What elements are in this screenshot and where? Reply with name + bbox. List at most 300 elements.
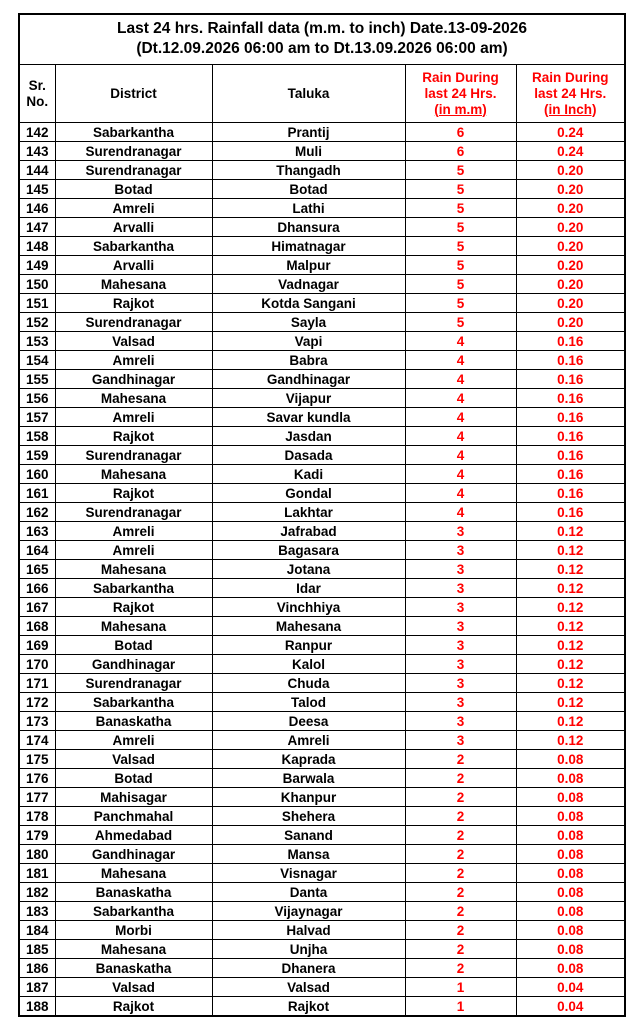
cell-rain-inch: 0.20: [516, 199, 624, 218]
cell-taluka: Talod: [212, 693, 405, 712]
cell-rain-mm: 5: [405, 294, 516, 313]
cell-sr-no: 158: [20, 427, 55, 446]
cell-taluka: Jasdan: [212, 427, 405, 446]
cell-rain-inch: 0.08: [516, 864, 624, 883]
table-row: [20, 826, 624, 845]
table-row: [20, 598, 624, 617]
cell-taluka: Muli: [212, 142, 405, 161]
report-title: [20, 15, 624, 65]
table-row: [20, 579, 624, 598]
cell-district: Mahesana: [55, 465, 212, 484]
table-body: [20, 123, 624, 1016]
cell-district: Mahisagar: [55, 788, 212, 807]
cell-rain-mm: 2: [405, 883, 516, 902]
cell-taluka: Sayla: [212, 313, 405, 332]
cell-taluka: Vinchhiya: [212, 598, 405, 617]
cell-sr-no: 178: [20, 807, 55, 826]
cell-sr-no: 179: [20, 826, 55, 845]
cell-sr-no: 166: [20, 579, 55, 598]
table-row: [20, 655, 624, 674]
cell-taluka: Malpur: [212, 256, 405, 275]
cell-rain-inch: 0.12: [516, 579, 624, 598]
table-row: [20, 503, 624, 522]
cell-district: Panchmahal: [55, 807, 212, 826]
cell-rain-mm: 1: [405, 997, 516, 1016]
cell-rain-inch: 0.12: [516, 541, 624, 560]
table-row: [20, 883, 624, 902]
cell-rain-inch: 0.20: [516, 256, 624, 275]
cell-taluka: Gandhinagar: [212, 370, 405, 389]
cell-district: Botad: [55, 769, 212, 788]
cell-rain-inch: 0.16: [516, 503, 624, 522]
cell-taluka: Shehera: [212, 807, 405, 826]
table-row: [20, 484, 624, 503]
cell-district: Mahesana: [55, 940, 212, 959]
table-row: [20, 123, 624, 142]
cell-sr-no: 171: [20, 674, 55, 693]
cell-taluka: Thangadh: [212, 161, 405, 180]
cell-taluka: Halvad: [212, 921, 405, 940]
cell-sr-no: 162: [20, 503, 55, 522]
header-rain-mm-line1: Rain During: [422, 69, 499, 85]
cell-rain-inch: 0.12: [516, 731, 624, 750]
cell-rain-mm: 4: [405, 351, 516, 370]
table-row: [20, 560, 624, 579]
cell-district: Amreli: [55, 541, 212, 560]
cell-taluka: Lakhtar: [212, 503, 405, 522]
cell-taluka: Unjha: [212, 940, 405, 959]
cell-sr-no: 175: [20, 750, 55, 769]
cell-taluka: Jotana: [212, 560, 405, 579]
cell-sr-no: 182: [20, 883, 55, 902]
cell-rain-inch: 0.20: [516, 275, 624, 294]
cell-rain-mm: 3: [405, 674, 516, 693]
cell-district: Amreli: [55, 351, 212, 370]
cell-district: Amreli: [55, 199, 212, 218]
cell-rain-inch: 0.08: [516, 826, 624, 845]
cell-rain-inch: 0.16: [516, 389, 624, 408]
cell-rain-inch: 0.24: [516, 142, 624, 161]
cell-taluka: Bagasara: [212, 541, 405, 560]
cell-taluka: Babra: [212, 351, 405, 370]
cell-taluka: Rajkot: [212, 997, 405, 1016]
cell-taluka: Kotda Sangani: [212, 294, 405, 313]
cell-rain-mm: 5: [405, 199, 516, 218]
cell-sr-no: 145: [20, 180, 55, 199]
cell-sr-no: 176: [20, 769, 55, 788]
table-row: [20, 237, 624, 256]
cell-rain-inch: 0.08: [516, 959, 624, 978]
header-taluka: Taluka: [212, 65, 405, 123]
cell-rain-inch: 0.20: [516, 218, 624, 237]
cell-rain-inch: 0.12: [516, 674, 624, 693]
cell-district: Gandhinagar: [55, 655, 212, 674]
table-row: [20, 940, 624, 959]
cell-taluka: Vijaynagar: [212, 902, 405, 921]
cell-rain-mm: 6: [405, 123, 516, 142]
cell-sr-no: 154: [20, 351, 55, 370]
cell-rain-mm: 3: [405, 693, 516, 712]
table-row: [20, 313, 624, 332]
cell-taluka: Kadi: [212, 465, 405, 484]
cell-district: Sabarkantha: [55, 579, 212, 598]
cell-rain-mm: 4: [405, 332, 516, 351]
rainfall-report-sheet: [18, 13, 626, 1017]
cell-rain-mm: 4: [405, 408, 516, 427]
table-row: [20, 541, 624, 560]
table-row: [20, 997, 624, 1016]
cell-district: Rajkot: [55, 598, 212, 617]
cell-rain-mm: 3: [405, 579, 516, 598]
cell-district: Botad: [55, 636, 212, 655]
cell-taluka: Vijapur: [212, 389, 405, 408]
cell-taluka: Mahesana: [212, 617, 405, 636]
header-rain-mm-line3: (in m.m): [434, 101, 487, 117]
cell-taluka: Himatnagar: [212, 237, 405, 256]
cell-taluka: Dhanera: [212, 959, 405, 978]
cell-rain-inch: 0.16: [516, 332, 624, 351]
cell-sr-no: 177: [20, 788, 55, 807]
cell-rain-inch: 0.12: [516, 617, 624, 636]
table-row: [20, 522, 624, 541]
cell-rain-inch: 0.08: [516, 750, 624, 769]
cell-district: Morbi: [55, 921, 212, 940]
cell-rain-inch: 0.08: [516, 921, 624, 940]
cell-district: Amreli: [55, 408, 212, 427]
header-rain-inch-line2: last 24 Hrs.: [534, 85, 607, 101]
table-row: [20, 161, 624, 180]
cell-sr-no: 163: [20, 522, 55, 541]
cell-rain-mm: 3: [405, 731, 516, 750]
cell-taluka: Savar kundla: [212, 408, 405, 427]
cell-district: Mahesana: [55, 560, 212, 579]
cell-sr-no: 168: [20, 617, 55, 636]
cell-rain-inch: 0.12: [516, 598, 624, 617]
cell-rain-mm: 4: [405, 484, 516, 503]
cell-rain-mm: 3: [405, 617, 516, 636]
cell-taluka: Visnagar: [212, 864, 405, 883]
cell-rain-mm: 2: [405, 788, 516, 807]
cell-taluka: Mansa: [212, 845, 405, 864]
cell-district: Surendranagar: [55, 313, 212, 332]
cell-rain-mm: 2: [405, 959, 516, 978]
cell-district: Gandhinagar: [55, 370, 212, 389]
cell-sr-no: 155: [20, 370, 55, 389]
cell-rain-inch: 0.20: [516, 161, 624, 180]
cell-taluka: Valsad: [212, 978, 405, 997]
cell-district: Sabarkantha: [55, 237, 212, 256]
cell-rain-mm: 2: [405, 769, 516, 788]
table-row: [20, 978, 624, 997]
table-row: [20, 712, 624, 731]
cell-rain-mm: 2: [405, 807, 516, 826]
cell-rain-mm: 3: [405, 522, 516, 541]
cell-sr-no: 151: [20, 294, 55, 313]
cell-rain-mm: 5: [405, 313, 516, 332]
cell-rain-inch: 0.04: [516, 997, 624, 1016]
cell-sr-no: 142: [20, 123, 55, 142]
cell-sr-no: 174: [20, 731, 55, 750]
cell-sr-no: 143: [20, 142, 55, 161]
cell-rain-inch: 0.08: [516, 845, 624, 864]
cell-sr-no: 157: [20, 408, 55, 427]
cell-rain-inch: 0.16: [516, 484, 624, 503]
cell-taluka: Jafrabad: [212, 522, 405, 541]
cell-rain-mm: 5: [405, 218, 516, 237]
cell-sr-no: 186: [20, 959, 55, 978]
cell-rain-inch: 0.08: [516, 807, 624, 826]
cell-sr-no: 160: [20, 465, 55, 484]
cell-district: Surendranagar: [55, 503, 212, 522]
cell-district: Mahesana: [55, 617, 212, 636]
cell-rain-mm: 2: [405, 826, 516, 845]
cell-rain-inch: 0.08: [516, 883, 624, 902]
cell-sr-no: 169: [20, 636, 55, 655]
report-title-line1: Last 24 hrs. Rainfall data (m.m. to inch) Date.13-09-2026: [116, 20, 528, 37]
cell-sr-no: 183: [20, 902, 55, 921]
cell-taluka: Kalol: [212, 655, 405, 674]
cell-district: Rajkot: [55, 997, 212, 1016]
cell-rain-mm: 2: [405, 750, 516, 769]
cell-rain-inch: 0.08: [516, 788, 624, 807]
table-row: [20, 769, 624, 788]
table-header-row: [20, 65, 624, 123]
cell-taluka: Chuda: [212, 674, 405, 693]
cell-sr-no: 184: [20, 921, 55, 940]
cell-rain-inch: 0.20: [516, 180, 624, 199]
cell-rain-mm: 2: [405, 864, 516, 883]
cell-sr-no: 156: [20, 389, 55, 408]
cell-district: Sabarkantha: [55, 123, 212, 142]
header-rain-inch: [516, 65, 624, 123]
cell-sr-no: 149: [20, 256, 55, 275]
cell-sr-no: 180: [20, 845, 55, 864]
cell-rain-inch: 0.20: [516, 294, 624, 313]
cell-taluka: Barwala: [212, 769, 405, 788]
cell-district: Rajkot: [55, 427, 212, 446]
cell-taluka: Khanpur: [212, 788, 405, 807]
table-row: [20, 465, 624, 484]
table-row: [20, 389, 624, 408]
table-row: [20, 959, 624, 978]
cell-sr-no: 187: [20, 978, 55, 997]
cell-district: Mahesana: [55, 389, 212, 408]
cell-rain-mm: 3: [405, 655, 516, 674]
table-row: [20, 731, 624, 750]
cell-rain-mm: 6: [405, 142, 516, 161]
cell-sr-no: 150: [20, 275, 55, 294]
cell-sr-no: 152: [20, 313, 55, 332]
cell-taluka: Danta: [212, 883, 405, 902]
cell-rain-mm: 5: [405, 275, 516, 294]
cell-rain-inch: 0.16: [516, 446, 624, 465]
cell-rain-mm: 4: [405, 370, 516, 389]
cell-taluka: Lathi: [212, 199, 405, 218]
cell-taluka: Prantij: [212, 123, 405, 142]
table-row: [20, 750, 624, 769]
cell-rain-inch: 0.12: [516, 522, 624, 541]
cell-rain-mm: 1: [405, 978, 516, 997]
cell-taluka: Deesa: [212, 712, 405, 731]
cell-taluka: Botad: [212, 180, 405, 199]
table-row: [20, 275, 624, 294]
cell-sr-no: 146: [20, 199, 55, 218]
cell-district: Arvalli: [55, 218, 212, 237]
cell-sr-no: 153: [20, 332, 55, 351]
header-sr-no: [20, 65, 55, 123]
cell-sr-no: 159: [20, 446, 55, 465]
cell-rain-inch: 0.12: [516, 712, 624, 731]
cell-district: Gandhinagar: [55, 845, 212, 864]
cell-rain-inch: 0.16: [516, 408, 624, 427]
cell-rain-mm: 2: [405, 940, 516, 959]
cell-district: Banaskatha: [55, 959, 212, 978]
table-row: [20, 408, 624, 427]
cell-rain-inch: 0.08: [516, 769, 624, 788]
cell-rain-inch: 0.12: [516, 693, 624, 712]
header-sr-line1: Sr.: [28, 77, 46, 93]
cell-rain-mm: 3: [405, 560, 516, 579]
cell-district: Rajkot: [55, 484, 212, 503]
cell-sr-no: 188: [20, 997, 55, 1016]
table-row: [20, 446, 624, 465]
cell-rain-mm: 2: [405, 902, 516, 921]
table-row: [20, 427, 624, 446]
cell-taluka: Dhansura: [212, 218, 405, 237]
cell-rain-mm: 3: [405, 712, 516, 731]
table-row: [20, 199, 624, 218]
cell-district: Mahesana: [55, 275, 212, 294]
table-row: [20, 218, 624, 237]
cell-rain-inch: 0.16: [516, 465, 624, 484]
cell-taluka: Kaprada: [212, 750, 405, 769]
cell-rain-mm: 2: [405, 845, 516, 864]
cell-rain-mm: 5: [405, 256, 516, 275]
table-row: [20, 256, 624, 275]
table-row: [20, 902, 624, 921]
cell-rain-mm: 3: [405, 636, 516, 655]
cell-sr-no: 185: [20, 940, 55, 959]
cell-district: Surendranagar: [55, 142, 212, 161]
cell-district: Amreli: [55, 522, 212, 541]
cell-sr-no: 165: [20, 560, 55, 579]
table-row: [20, 788, 624, 807]
cell-sr-no: 144: [20, 161, 55, 180]
table-row: [20, 921, 624, 940]
cell-rain-mm: 4: [405, 503, 516, 522]
table-row: [20, 845, 624, 864]
table-row: [20, 332, 624, 351]
cell-rain-mm: 5: [405, 237, 516, 256]
cell-district: Banaskatha: [55, 883, 212, 902]
cell-rain-inch: 0.24: [516, 123, 624, 142]
cell-district: Amreli: [55, 731, 212, 750]
cell-district: Mahesana: [55, 864, 212, 883]
table-row: [20, 617, 624, 636]
cell-rain-inch: 0.16: [516, 427, 624, 446]
table-row: [20, 294, 624, 313]
cell-rain-inch: 0.12: [516, 560, 624, 579]
cell-rain-mm: 2: [405, 921, 516, 940]
table-row: [20, 142, 624, 161]
report-title-line2: (Dt.12.09.2026 06:00 am to Dt.13.09.2026 06:00 am): [136, 40, 508, 57]
cell-rain-mm: 4: [405, 389, 516, 408]
cell-taluka: Amreli: [212, 731, 405, 750]
cell-taluka: Sanand: [212, 826, 405, 845]
cell-rain-inch: 0.20: [516, 313, 624, 332]
cell-sr-no: 167: [20, 598, 55, 617]
cell-taluka: Ranpur: [212, 636, 405, 655]
cell-rain-mm: 4: [405, 427, 516, 446]
cell-taluka: Idar: [212, 579, 405, 598]
cell-sr-no: 173: [20, 712, 55, 731]
cell-rain-inch: 0.04: [516, 978, 624, 997]
cell-district: Ahmedabad: [55, 826, 212, 845]
cell-district: Rajkot: [55, 294, 212, 313]
cell-district: Sabarkantha: [55, 902, 212, 921]
table-row: [20, 180, 624, 199]
cell-rain-mm: 3: [405, 598, 516, 617]
cell-district: Valsad: [55, 750, 212, 769]
cell-district: Botad: [55, 180, 212, 199]
cell-taluka: Dasada: [212, 446, 405, 465]
header-district: District: [55, 65, 212, 123]
cell-sr-no: 148: [20, 237, 55, 256]
cell-rain-mm: 4: [405, 446, 516, 465]
table-row: [20, 370, 624, 389]
table-row: [20, 636, 624, 655]
cell-rain-inch: 0.16: [516, 370, 624, 389]
cell-district: Valsad: [55, 978, 212, 997]
cell-rain-mm: 3: [405, 541, 516, 560]
cell-sr-no: 181: [20, 864, 55, 883]
cell-rain-inch: 0.16: [516, 351, 624, 370]
table-row: [20, 807, 624, 826]
cell-rain-inch: 0.20: [516, 237, 624, 256]
cell-district: Arvalli: [55, 256, 212, 275]
cell-taluka: Vadnagar: [212, 275, 405, 294]
header-rain-mm: [405, 65, 516, 123]
header-sr-line2: No.: [26, 93, 49, 109]
header-rain-inch-line3: (in Inch): [544, 101, 597, 117]
cell-sr-no: 172: [20, 693, 55, 712]
cell-taluka: Gondal: [212, 484, 405, 503]
cell-district: Sabarkantha: [55, 693, 212, 712]
cell-sr-no: 164: [20, 541, 55, 560]
table-row: [20, 693, 624, 712]
cell-district: Banaskatha: [55, 712, 212, 731]
rainfall-table: [20, 65, 624, 1015]
cell-rain-inch: 0.08: [516, 902, 624, 921]
cell-sr-no: 161: [20, 484, 55, 503]
cell-rain-mm: 5: [405, 180, 516, 199]
cell-rain-inch: 0.12: [516, 655, 624, 674]
cell-district: Surendranagar: [55, 446, 212, 465]
header-rain-mm-line2: last 24 Hrs.: [424, 85, 497, 101]
header-rain-inch-line1: Rain During: [532, 69, 609, 85]
table-row: [20, 674, 624, 693]
cell-sr-no: 170: [20, 655, 55, 674]
table-row: [20, 864, 624, 883]
cell-district: Surendranagar: [55, 674, 212, 693]
cell-rain-inch: 0.12: [516, 636, 624, 655]
cell-taluka: Vapi: [212, 332, 405, 351]
table-row: [20, 351, 624, 370]
cell-rain-mm: 4: [405, 465, 516, 484]
cell-district: Valsad: [55, 332, 212, 351]
cell-sr-no: 147: [20, 218, 55, 237]
cell-rain-mm: 5: [405, 161, 516, 180]
